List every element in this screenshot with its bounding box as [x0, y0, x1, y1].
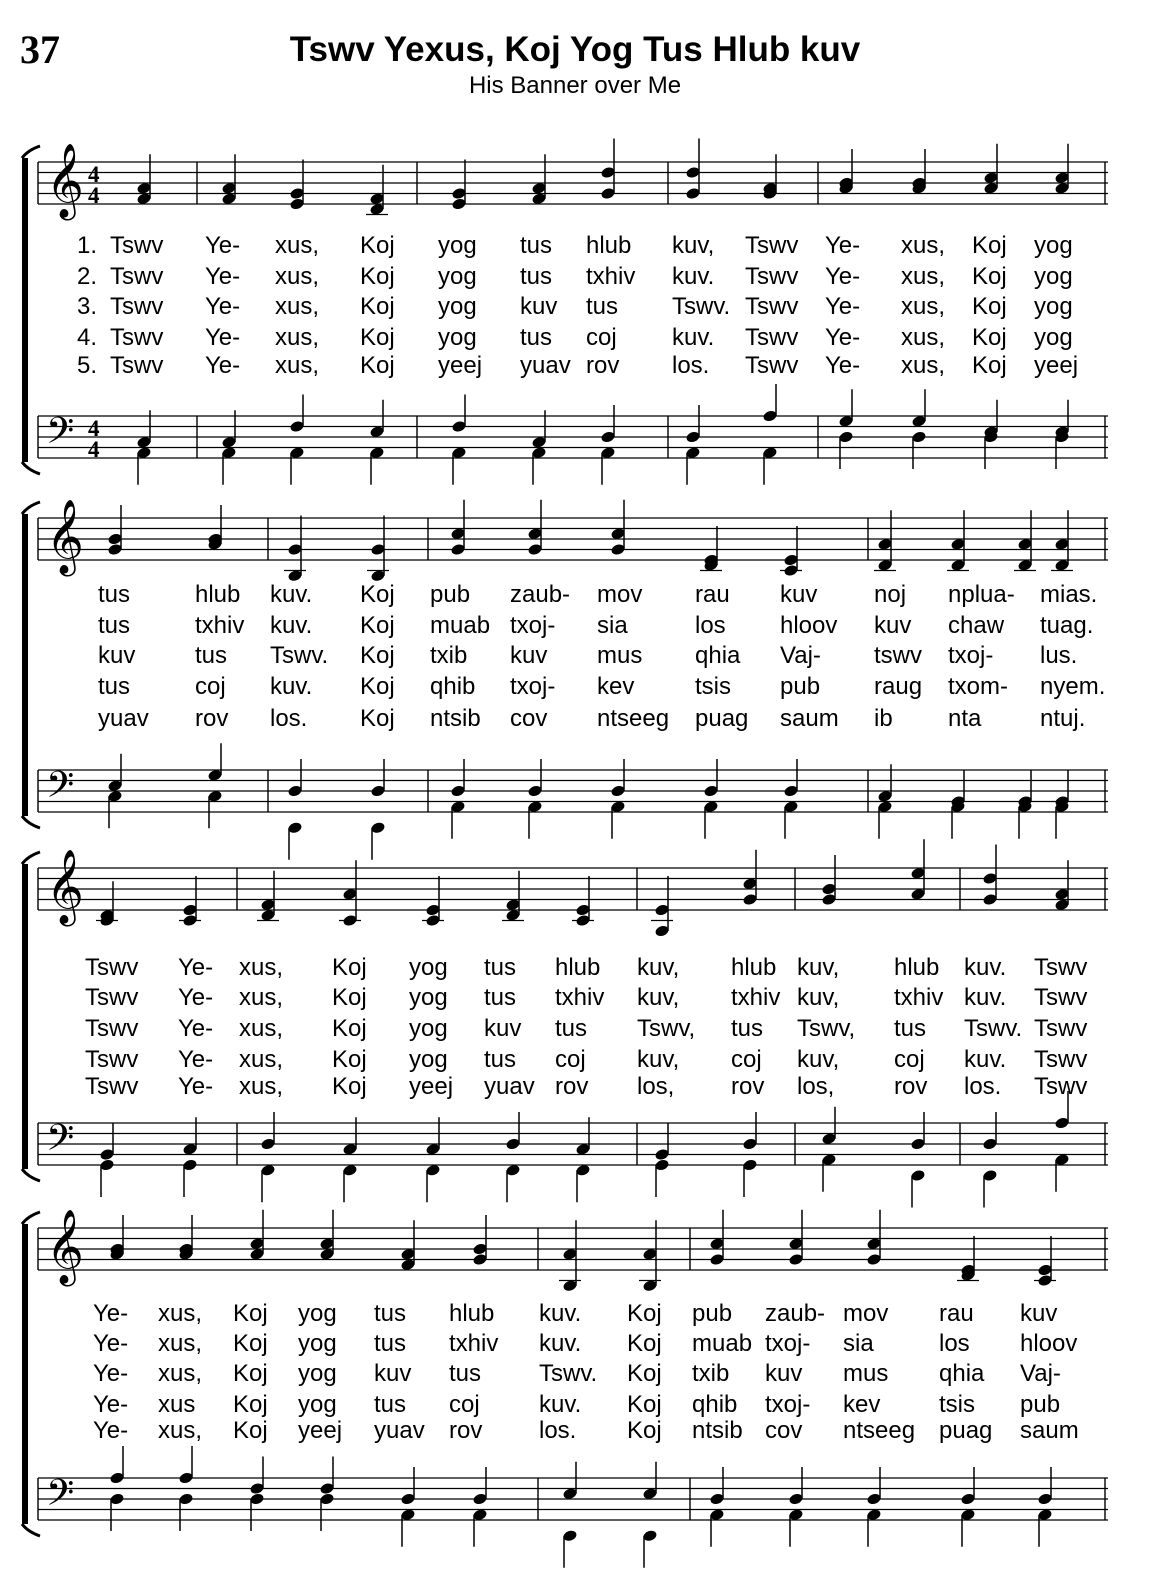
lyric-syllable: ntsib [430, 705, 481, 732]
system-bracket [22, 1224, 28, 1524]
lyric-syllable: xus, [275, 263, 320, 290]
lyric-syllable: yog [409, 1015, 448, 1042]
lyric-syllable: xus, [275, 293, 320, 320]
lyric-syllable: kuv. [964, 954, 1007, 981]
lyric-syllable: xus, [901, 232, 946, 259]
lyric-syllable: mus [597, 642, 643, 669]
lyric-syllable: kuv. [539, 1300, 582, 1327]
lyric-syllable: tus [484, 954, 517, 981]
lyric-syllable: 5. [77, 352, 98, 379]
lyric-syllable: Ye- [205, 263, 241, 290]
lyric-syllable: Koj [972, 324, 1007, 351]
lyric-syllable: kuv [520, 293, 558, 320]
lyric-syllable: Koj [233, 1417, 268, 1444]
bracket-hook [22, 1212, 40, 1224]
lyric-syllable: los [695, 612, 726, 639]
lyric-syllable: zaub- [510, 581, 571, 608]
lyric-syllable: kuv [874, 612, 912, 639]
lyric-syllable: Tswv [85, 1015, 139, 1042]
lyric-syllable: Tswv [745, 263, 799, 290]
lyric-syllable: kuv. [964, 1046, 1007, 1073]
lyric-syllable: 1. [77, 232, 98, 259]
lyric-syllable: hlub [195, 581, 241, 608]
lyric-syllable: tus [374, 1391, 407, 1418]
lyric-syllable: Tswv [1034, 954, 1088, 981]
lyric-syllable: ntuj. [1040, 705, 1086, 732]
lyric-syllable: Tswv [110, 232, 164, 259]
lyric-syllable: Tswv. [270, 642, 329, 669]
lyric-syllable: mov [843, 1300, 889, 1327]
lyric-syllable: yog [438, 293, 477, 320]
lyric-syllable: kev [843, 1391, 881, 1418]
lyric-syllable: xus, [239, 954, 284, 981]
lyric-syllable: kuv. [539, 1391, 582, 1418]
lyric-syllable: hlub [731, 954, 777, 981]
lyric-syllable: Ye- [825, 293, 861, 320]
lyric-syllable: los, [637, 1073, 675, 1100]
treble-clef: 𝄞 [46, 850, 84, 924]
lyric-syllable: Koj [627, 1360, 662, 1387]
time-signature-bottom: 4 [88, 437, 100, 462]
lyric-syllable: Tswv. [964, 1015, 1023, 1042]
lyric-syllable: txoj- [765, 1391, 811, 1418]
lyric-syllable: tsis [695, 673, 731, 700]
lyric-syllable: mias. [1040, 581, 1098, 608]
lyric-syllable: xus, [158, 1330, 203, 1357]
lyric-syllable: tus [195, 642, 228, 669]
lyric-syllable: Koj [360, 352, 395, 379]
lyric-syllable: xus, [158, 1360, 203, 1387]
lyric-syllable: los. [672, 352, 710, 379]
lyric-syllable: 3. [77, 293, 98, 320]
lyric-syllable: Koj [627, 1330, 662, 1357]
treble-clef: 𝄞 [46, 1210, 84, 1284]
lyric-syllable: rau [939, 1300, 974, 1327]
lyric-syllable: kuv [484, 1015, 522, 1042]
lyric-syllable: tus [374, 1300, 407, 1327]
lyric-syllable: 4. [77, 324, 98, 351]
lyric-syllable: xus, [158, 1300, 203, 1327]
lyric-syllable: tuag. [1040, 612, 1094, 639]
lyric-syllable: nplua- [948, 581, 1015, 608]
lyric-syllable: Tswv [110, 324, 164, 351]
lyric-syllable: Tswv [745, 293, 799, 320]
lyric-syllable: rov [731, 1073, 765, 1100]
system-bracket [22, 864, 28, 1169]
lyric-syllable: yog [298, 1300, 337, 1327]
hymn-number: 37 [20, 27, 60, 72]
lyric-syllable: rov [555, 1073, 589, 1100]
lyric-syllable: Ye- [205, 293, 241, 320]
lyric-syllable: Ye- [178, 984, 214, 1011]
lyric-syllable: los [939, 1330, 970, 1357]
lyric-syllable: yog [1034, 324, 1073, 351]
lyric-syllable: ntsib [692, 1417, 743, 1444]
lyric-syllable: Koj [972, 263, 1007, 290]
lyric-syllable: Tswv [745, 352, 799, 379]
lyric-syllable: ntseeg [597, 705, 670, 732]
lyric-syllable: rov [449, 1417, 483, 1444]
lyric-syllable: txhiv [449, 1330, 499, 1357]
lyric-syllable: Ye- [178, 1073, 214, 1100]
lyric-syllable: Koj [360, 612, 395, 639]
lyric-syllable: yuav [98, 705, 149, 732]
lyric-syllable: Koj [627, 1391, 662, 1418]
lyric-syllable: los. [539, 1417, 577, 1444]
lyric-syllable: xus, [275, 324, 320, 351]
bracket-hook [22, 852, 40, 864]
lyric-syllable: Koj [360, 705, 395, 732]
lyric-syllable: Koj [233, 1360, 268, 1387]
lyric-syllable: yuav [520, 352, 571, 379]
lyric-syllable: kuv. [270, 581, 313, 608]
lyric-syllable: qhib [692, 1391, 738, 1418]
lyric-syllable: xus, [158, 1417, 203, 1444]
system-bracket [22, 158, 28, 462]
lyric-syllable: xus, [275, 232, 320, 259]
lyric-syllable: kev [597, 673, 635, 700]
lyric-syllable: yog [1034, 293, 1073, 320]
lyric-syllable: txhiv [894, 984, 944, 1011]
lyric-syllable: Tswv [85, 1073, 139, 1100]
lyric-syllable: Ye- [178, 1015, 214, 1042]
lyric-syllable: tus [555, 1015, 588, 1042]
lyric-syllable: Vaj- [780, 642, 821, 669]
lyric-syllable: Tswv [1034, 1015, 1088, 1042]
lyric-syllable: kuv. [270, 673, 313, 700]
lyric-syllable: chaw [948, 612, 1005, 639]
lyric-syllable: yuav [484, 1073, 535, 1100]
lyric-syllable: mov [597, 581, 643, 608]
lyric-syllable: xus, [275, 352, 320, 379]
lyric-syllable: kuv. [539, 1330, 582, 1357]
bracket-hook [22, 1524, 40, 1536]
lyric-syllable: yog [438, 324, 477, 351]
lyric-syllable: mus [843, 1360, 889, 1387]
lyric-syllable: Tswv. [672, 293, 731, 320]
bass-clef: 𝄢 [46, 410, 75, 461]
lyric-syllable: coj [894, 1046, 925, 1073]
lyric-syllable: Ye- [205, 232, 241, 259]
lyric-syllable: coj [555, 1046, 586, 1073]
lyric-syllable: Koj [332, 954, 367, 981]
lyric-syllable: yog [409, 1046, 448, 1073]
lyric-syllable: yeej [1034, 352, 1079, 379]
lyric-syllable: Vaj- [1020, 1360, 1061, 1387]
lyric-syllable: Tswv [745, 324, 799, 351]
lyric-syllable: tus [520, 232, 553, 259]
lyric-syllable: coj [449, 1391, 480, 1418]
lyric-syllable: Ye- [178, 1046, 214, 1073]
lyric-syllable: xus, [239, 1073, 284, 1100]
lyric-syllable: tus [894, 1015, 927, 1042]
lyric-syllable: puag [939, 1417, 993, 1444]
lyric-syllable: pub [1020, 1391, 1061, 1418]
lyric-syllable: yog [438, 263, 477, 290]
lyric-syllable: yog [409, 984, 448, 1011]
lyric-syllable: tus [449, 1360, 482, 1387]
lyric-syllable: Tswv [85, 1046, 139, 1073]
lyric-syllable: Tswv [1034, 984, 1088, 1011]
bass-clef: 𝄢 [46, 1472, 75, 1523]
lyric-syllable: zaub- [765, 1300, 826, 1327]
lyric-syllable: Ye- [93, 1300, 129, 1327]
lyric-syllable: Ye- [93, 1391, 129, 1418]
lyric-syllable: Koj [360, 642, 395, 669]
lyric-syllable: kuv, [637, 1046, 680, 1073]
lyric-syllable: cov [510, 705, 548, 732]
lyric-syllable: yeej [438, 352, 483, 379]
lyric-syllable: Koj [360, 324, 395, 351]
lyric-syllable: qhib [430, 673, 476, 700]
lyric-syllable: Tswv [745, 232, 799, 259]
lyric-syllable: Tswv. [539, 1360, 598, 1387]
lyric-syllable: hlub [586, 232, 632, 259]
lyric-syllable: rov [586, 352, 620, 379]
lyric-syllable: ntseeg [843, 1417, 916, 1444]
lyric-syllable: Ye- [825, 352, 861, 379]
lyric-syllable: tus [98, 581, 131, 608]
lyric-syllable: Koj [972, 293, 1007, 320]
lyric-syllable: tswv [874, 642, 922, 669]
lyric-syllable: noj [874, 581, 907, 608]
lyric-syllable: Koj [332, 1015, 367, 1042]
lyric-syllable: Tswv [1034, 1046, 1088, 1073]
lyric-syllable: sia [843, 1330, 874, 1357]
lyric-syllable: tus [586, 293, 619, 320]
lyric-syllable: kuv, [797, 954, 840, 981]
lyric-syllable: Tswv [110, 293, 164, 320]
lyric-syllable: kuv [98, 642, 136, 669]
lyric-syllable: Koj [972, 352, 1007, 379]
lyric-syllable: Koj [360, 263, 395, 290]
lyric-syllable: puag [695, 705, 749, 732]
bracket-hook [22, 462, 40, 474]
lyric-syllable: yog [438, 232, 477, 259]
lyric-syllable: tus [520, 263, 553, 290]
lyric-syllable: Ye- [178, 954, 214, 981]
system-bracket [22, 514, 28, 816]
lyric-syllable: Koj [332, 1046, 367, 1073]
lyric-syllable: kuv [374, 1360, 412, 1387]
lyric-syllable: Koj [233, 1330, 268, 1357]
lyric-syllable: pub [692, 1300, 733, 1327]
lyric-syllable: rov [195, 705, 229, 732]
lyric-syllable: xus, [239, 1015, 284, 1042]
lyric-syllable: hlub [894, 954, 940, 981]
lyric-syllable: saum [780, 705, 839, 732]
lyric-syllable: Tswv [1034, 1073, 1088, 1100]
lyric-syllable: rau [695, 581, 730, 608]
lyric-syllable: txib [692, 1360, 730, 1387]
lyric-syllable: kuv [1020, 1300, 1058, 1327]
hymn-subtitle: His Banner over Me [468, 72, 682, 99]
bracket-hook [22, 502, 40, 514]
lyric-syllable: muab [430, 612, 491, 639]
lyric-syllable: kuv, [797, 984, 840, 1011]
lyric-syllable: Koj [972, 232, 1007, 259]
hymn-title: Tswv Yexus, Koj Yog Tus Hlub kuv [289, 30, 861, 69]
lyric-syllable: txoj- [510, 612, 556, 639]
lyric-syllable: Koj [360, 232, 395, 259]
lyric-syllable: txhiv [586, 263, 636, 290]
lyric-syllable: yog [298, 1330, 337, 1357]
bass-clef: 𝄢 [46, 764, 75, 815]
lyric-syllable: Ye- [93, 1417, 129, 1444]
lyric-syllable: txhiv [555, 984, 605, 1011]
lyric-syllable: raug [874, 673, 923, 700]
lyric-syllable: ib [874, 705, 893, 732]
lyric-syllable: yog [409, 954, 448, 981]
lyric-syllable: tus [98, 673, 131, 700]
bracket-hook [22, 816, 40, 828]
treble-clef: 𝄞 [46, 144, 84, 218]
lyric-syllable: txhiv [731, 984, 781, 1011]
lyric-syllable: saum [1020, 1417, 1079, 1444]
lyric-syllable: cov [765, 1417, 803, 1444]
lyric-syllable: los. [270, 705, 308, 732]
lyric-syllable: nta [948, 705, 982, 732]
lyric-syllable: xus [158, 1391, 196, 1418]
lyric-syllable: Koj [233, 1300, 268, 1327]
lyric-syllable: pub [780, 673, 821, 700]
lyric-syllable: txom- [948, 673, 1008, 700]
lyric-syllable: kuv. [270, 612, 313, 639]
lyric-syllable: Ye- [93, 1360, 129, 1387]
lyric-syllable: Tswv, [797, 1015, 856, 1042]
time-signature-top: 4 [88, 162, 100, 187]
lyric-syllable: xus, [901, 293, 946, 320]
lyric-syllable: Ye- [205, 324, 241, 351]
lyric-syllable: kuv. [964, 984, 1007, 1011]
time-signature-top: 4 [88, 416, 100, 441]
lyric-syllable: Koj [360, 293, 395, 320]
lyric-syllable: hloov [780, 612, 838, 639]
lyric-syllable: pub [430, 581, 471, 608]
treble-clef: 𝄞 [46, 500, 84, 574]
lyric-syllable: yog [298, 1391, 337, 1418]
lyric-syllable: muab [692, 1330, 753, 1357]
lyric-syllable: yeej [298, 1417, 343, 1444]
lyric-syllable: kuv, [637, 984, 680, 1011]
lyric-syllable: Tswv [110, 263, 164, 290]
lyric-syllable: Ye- [825, 324, 861, 351]
lyric-syllable: hlub [555, 954, 601, 981]
lyric-syllable: coj [731, 1046, 762, 1073]
lyric-syllable: kuv [765, 1360, 803, 1387]
lyric-syllable: hloov [1020, 1330, 1078, 1357]
lyric-syllable: qhia [939, 1360, 985, 1387]
lyric-syllable: Ye- [825, 232, 861, 259]
lyric-syllable: tus [484, 1046, 517, 1073]
lyric-syllable: kuv. [672, 324, 715, 351]
lyric-syllable: Koj [233, 1391, 268, 1418]
lyric-syllable: kuv [510, 642, 548, 669]
lyric-syllable: xus, [239, 984, 284, 1011]
lyric-syllable: nyem. [1040, 673, 1106, 700]
lyric-syllable: xus, [901, 324, 946, 351]
lyric-syllable: txhiv [195, 612, 245, 639]
lyric-syllable: lus. [1040, 642, 1078, 669]
lyric-syllable: kuv. [672, 263, 715, 290]
lyric-syllable: Koj [627, 1300, 662, 1327]
lyric-syllable: yeej [409, 1073, 454, 1100]
lyric-syllable: 2. [77, 263, 98, 290]
lyric-syllable: Koj [332, 984, 367, 1011]
lyric-syllable: yog [1034, 232, 1073, 259]
lyric-syllable: xus, [239, 1046, 284, 1073]
lyric-syllable: hlub [449, 1300, 495, 1327]
lyric-syllable: Ye- [93, 1330, 129, 1357]
bracket-hook [22, 146, 40, 158]
lyric-syllable: los, [797, 1073, 835, 1100]
lyric-syllable: Koj [360, 581, 395, 608]
lyric-syllable: sia [597, 612, 628, 639]
lyric-syllable: yog [298, 1360, 337, 1387]
lyric-syllable: txib [430, 642, 468, 669]
lyric-syllable: Koj [332, 1073, 367, 1100]
lyric-syllable: Ye- [205, 352, 241, 379]
lyric-syllable: qhia [695, 642, 741, 669]
lyric-syllable: kuv, [637, 954, 680, 981]
lyric-syllable: kuv, [797, 1046, 840, 1073]
lyric-syllable: Tswv [110, 352, 164, 379]
time-signature-bottom: 4 [88, 183, 100, 208]
lyric-syllable: Koj [360, 673, 395, 700]
lyric-syllable: txoj- [765, 1330, 811, 1357]
lyric-syllable: kuv [780, 581, 818, 608]
lyric-syllable: los. [964, 1073, 1002, 1100]
lyric-syllable: tus [484, 984, 517, 1011]
lyric-syllable: Tswv [85, 954, 139, 981]
lyric-syllable: tus [520, 324, 553, 351]
lyric-syllable: txoj- [510, 673, 556, 700]
lyric-syllable: Tswv, [637, 1015, 696, 1042]
lyric-syllable: yog [1034, 263, 1073, 290]
lyric-syllable: Ye- [825, 263, 861, 290]
lyric-syllable: Koj [627, 1417, 662, 1444]
lyric-syllable: kuv, [672, 232, 715, 259]
lyric-syllable: rov [894, 1073, 928, 1100]
lyric-syllable: Tswv [85, 984, 139, 1011]
lyric-syllable: xus, [901, 263, 946, 290]
bass-clef: 𝄢 [46, 1117, 75, 1168]
lyric-syllable: txoj- [948, 642, 994, 669]
bracket-hook [22, 1169, 40, 1181]
lyric-syllable: coj [586, 324, 617, 351]
lyric-syllable: tus [374, 1330, 407, 1357]
lyric-syllable: tus [98, 612, 131, 639]
lyric-syllable: yuav [374, 1417, 425, 1444]
lyric-syllable: coj [195, 673, 226, 700]
lyric-syllable: xus, [901, 352, 946, 379]
lyric-syllable: tus [731, 1015, 764, 1042]
lyric-syllable: tsis [939, 1391, 975, 1418]
